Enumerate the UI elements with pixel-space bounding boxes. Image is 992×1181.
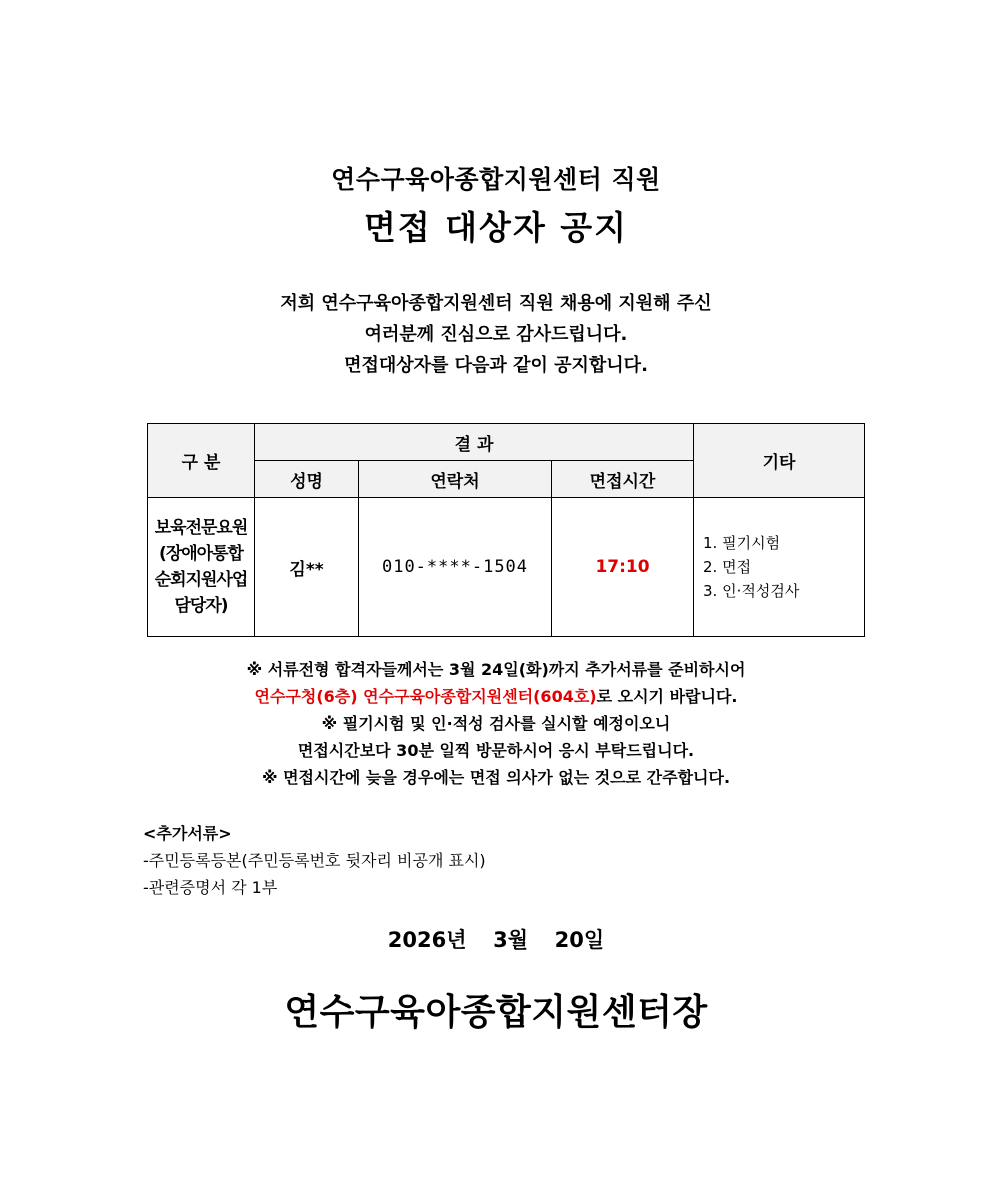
etc-cell [694, 498, 865, 637]
etc-item: 3. 인·적성검사 [703, 582, 800, 600]
position-line: (장애아통합 [159, 544, 243, 564]
notes [0, 656, 992, 791]
header-contact: 연락처 [359, 461, 552, 498]
table-row [148, 498, 865, 637]
header-interview-time: 면접시간 [552, 461, 694, 498]
note-line: 면접시간보다 30분 일찍 방문하시어 응시 부탁드립니다. [297, 741, 695, 760]
notice-date: 2026년 3월 20일 [387, 928, 605, 952]
position-line: 담당자) [174, 596, 228, 616]
header-etc: 기타 [694, 424, 865, 498]
intro-line: 저희 연수구육아종합지원센터 직원 채용에 지원해 주신 [280, 293, 712, 314]
header-category: 구 분 [148, 424, 255, 498]
intro-text [0, 288, 992, 381]
header-result: 결 과 [255, 424, 694, 461]
note-line: ※ 면접시간에 늦을 경우에는 면접 의사가 없는 것으로 간주합니다. [261, 768, 731, 787]
signature: 연수구육아종합지원센터장 [284, 992, 708, 1033]
position-line: 순회지원사업 [154, 570, 248, 590]
position-cell [148, 498, 255, 637]
result-table [147, 423, 865, 637]
contact-cell: 010-****-1504 [359, 498, 552, 637]
note-line [0, 683, 992, 710]
additional-docs-heading: <추가서류> [143, 824, 232, 843]
header-name: 성명 [255, 461, 359, 498]
note-location-rest: 로 오시기 바랍니다. [596, 687, 738, 706]
title-line1: 연수구육아종합지원센터 직원 [331, 165, 661, 194]
note-line: ※ 서류전형 합격자들께서는 3월 24일(화)까지 추가서류를 준비하시어 [246, 660, 746, 679]
additional-docs-item: -주민등록등본(주민등록번호 뒷자리 비공개 표시) [143, 851, 486, 870]
etc-item: 2. 면접 [703, 558, 752, 576]
intro-line: 여러분께 진심으로 감사드립니다. [364, 324, 628, 345]
name-cell: 김** [255, 498, 359, 637]
position-line: 보육전문요원 [154, 518, 248, 538]
intro-line: 면접대상자를 다음과 같이 공지합니다. [344, 355, 648, 376]
note-location-highlight: 연수구청(6층) 연수구육아종합지원센터(604호) [254, 687, 597, 706]
additional-docs [143, 820, 486, 901]
interview-time-cell: 17:10 [552, 498, 694, 637]
title-line2: 면접 대상자 공지 [363, 208, 629, 247]
additional-docs-item: -관련증명서 각 1부 [143, 878, 278, 897]
etc-item: 1. 필기시험 [703, 534, 781, 552]
note-line: ※ 필기시험 및 인·적성 검사를 실시할 예정이오니 [321, 714, 671, 733]
